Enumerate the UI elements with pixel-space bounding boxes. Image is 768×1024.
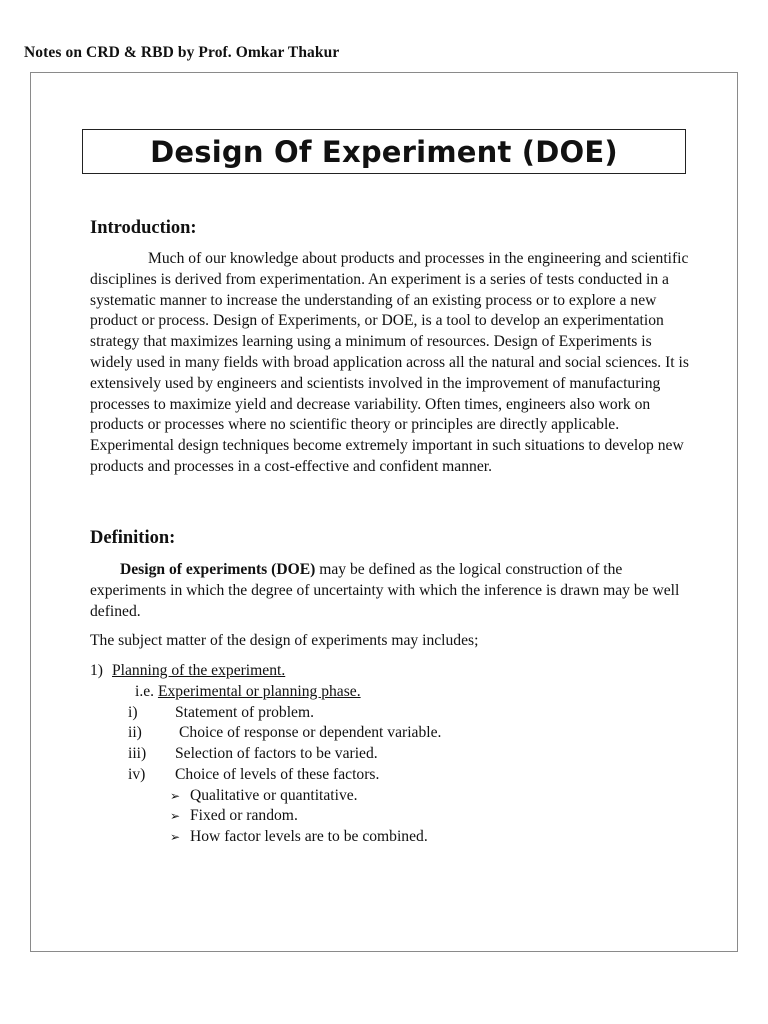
document-header: Notes on CRD & RBD by Prof. Omkar Thakur xyxy=(24,44,340,61)
ie-text: Experimental or planning phase. xyxy=(157,683,361,700)
bullet-text: Qualitative or quantitative. xyxy=(190,787,358,804)
sub-list-item xyxy=(128,765,379,786)
subject-line: The subject matter of the design of experiments may includes; xyxy=(90,632,479,649)
bullet-text: Fixed or random. xyxy=(190,807,298,824)
page-title: Design Of Experiment (DOE) xyxy=(150,134,618,169)
sub-list-text: Choice of levels of these factors. xyxy=(175,766,380,783)
ie-line xyxy=(135,682,361,703)
sub-list-item xyxy=(128,744,378,765)
sub-list-number: iv) xyxy=(128,766,146,783)
title-box xyxy=(82,129,686,174)
arrow-bullet-icon: ➢ xyxy=(170,809,181,823)
introduction-body: Much of our knowledge about products and processes in the engineering and scientific disciplines is derived from experimentation. An experiment is a series of tests conducted in a systematic manner to increase the understanding of an existing process or to explore a new product or process. Design of Experiments, or DOE, is a tool to develop an experimentation strategy that maximizes learning using a minimum of resources. Design of Experiments is widely used in many fields with broad application across all the natural and social sciences. It is extensively used by engineers and scientists involved in the improvement of manufacturing processes to maximize yield and decrease variability. Often times, engineers also work on products or processes where no scientific theory or principles are directly applicable. Experimental design techniques become extremely important in such situations to develop new products and processes in a cost-effective and confident manner. xyxy=(90,250,689,475)
bullet-item xyxy=(170,806,298,827)
list-item-1 xyxy=(90,661,285,682)
bullet-text: How factor levels are to be combined. xyxy=(190,828,428,845)
list-item-text: Planning of the experiment. xyxy=(112,662,286,679)
bullet-item xyxy=(170,786,358,807)
sub-list-text: Statement of problem. xyxy=(175,704,315,721)
sub-list-text: Choice of response or dependent variable. xyxy=(179,724,442,741)
definition-term: Design of experiments (DOE) xyxy=(120,561,316,578)
page-frame xyxy=(30,72,738,952)
definition-heading: Definition: xyxy=(90,528,176,548)
bullet-item xyxy=(170,827,428,848)
sub-list-number: iii) xyxy=(128,745,147,762)
arrow-bullet-icon: ➢ xyxy=(170,830,181,844)
ie-prefix: i.e. xyxy=(135,683,158,700)
sub-list-text: Selection of factors to be varied. xyxy=(175,745,378,762)
definition-paragraph xyxy=(90,560,690,622)
sub-list-number: i) xyxy=(128,704,138,721)
list-item-number: 1) xyxy=(90,662,103,679)
arrow-bullet-icon: ➢ xyxy=(170,789,181,803)
sub-list-number: ii) xyxy=(128,724,142,741)
sub-list-item xyxy=(128,723,441,744)
sub-list-item xyxy=(128,703,314,724)
definition-body: may be defined as the logical construction of the experiments in which the degree of uncertainty with which the inference is drawn may be well defined. xyxy=(90,561,680,620)
introduction-heading: Introduction: xyxy=(90,218,197,238)
introduction-paragraph xyxy=(90,249,690,478)
